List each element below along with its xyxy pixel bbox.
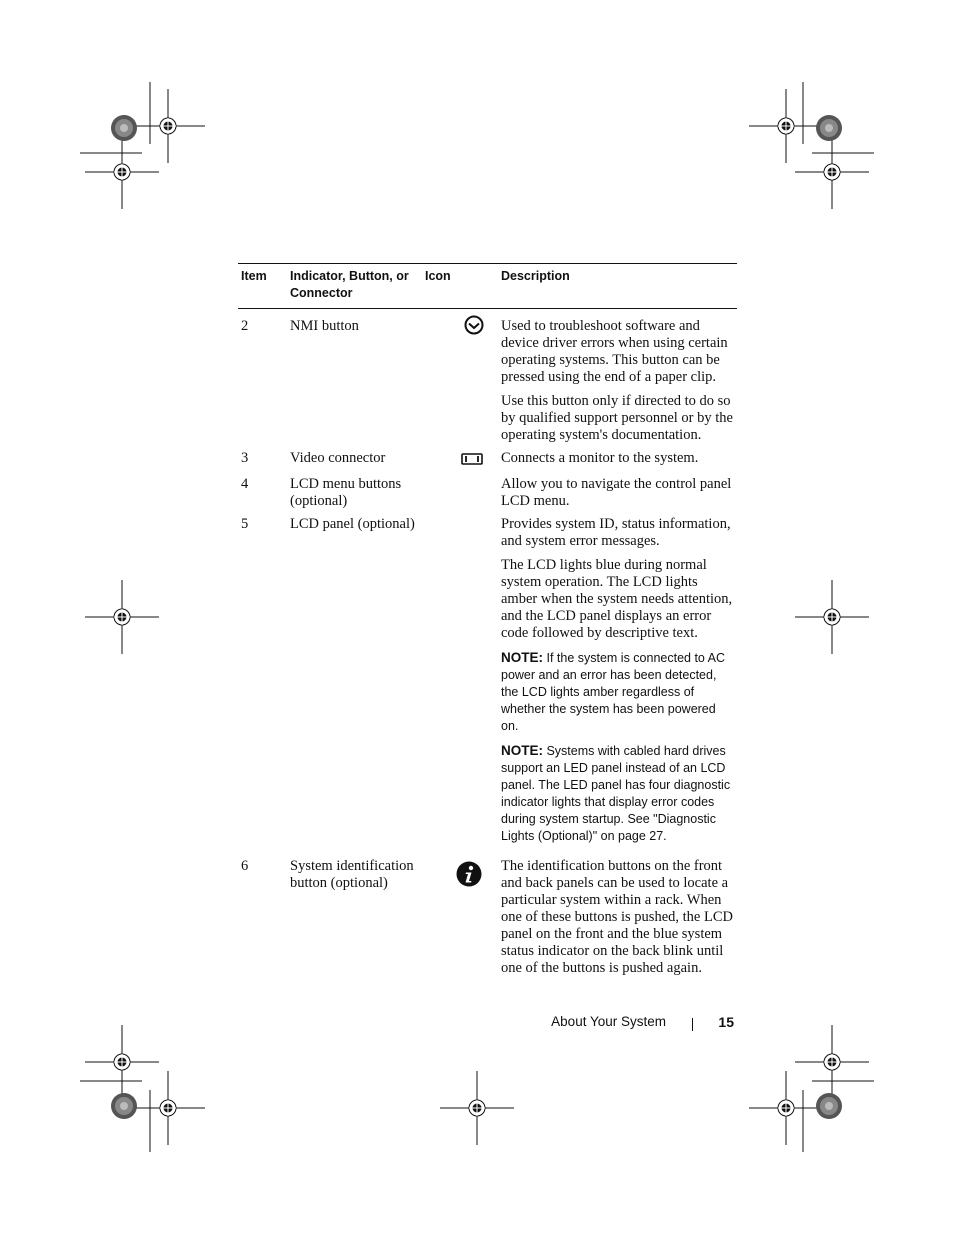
note-label: NOTE: [501, 650, 543, 665]
info-icon [456, 861, 482, 887]
item-description [495, 473, 737, 513]
item-number: 6 [241, 858, 249, 874]
header-item: Item [238, 264, 287, 309]
description-paragraph: Allow you to navigate the control panel LCD menu. [501, 476, 732, 509]
table-row [238, 513, 737, 855]
description-paragraph: Provides system ID, status information, and system error messages. [501, 516, 731, 549]
nmi-icon [464, 315, 484, 335]
item-number: 2 [241, 318, 249, 334]
table-row [238, 447, 737, 473]
table-row [238, 855, 737, 980]
icon-cell [422, 447, 495, 473]
item-description [495, 447, 737, 473]
icon-cell [422, 473, 495, 513]
item-name: Video connector [290, 450, 386, 466]
item-name: LCD panel (optional) [290, 516, 415, 532]
description-paragraph: The identification buttons on the front and back panels can be used to locate a particular system within a rack. When one of these buttons is pushed, the LCD panel on the front and the blue system status indicator on the back blink until one of the buttons is pushed again. [501, 858, 733, 976]
header-indicator: Indicator, Button, or Connector [287, 264, 422, 309]
note [501, 649, 734, 735]
item-description [495, 855, 737, 980]
header-description: Description [495, 264, 737, 309]
icon-cell [422, 309, 495, 448]
description-paragraph: Connects a monitor to the system. [501, 450, 699, 466]
footer-section-title: About Your System [551, 1014, 666, 1029]
icon-cell [422, 513, 495, 855]
note-label: NOTE: [501, 743, 543, 758]
table-row [238, 309, 737, 448]
page-number: 15 [718, 1014, 734, 1030]
item-name: System identification button (optional) [290, 858, 414, 891]
item-description [495, 309, 737, 448]
description-paragraph: The LCD lights blue during normal system operation. The LCD lights amber when the system needs attention, and the LCD panel displays an error code followed by descriptive text. [501, 557, 733, 641]
item-name: LCD menu buttons (optional) [290, 476, 402, 509]
item-description [495, 513, 737, 855]
icon-cell [422, 855, 495, 980]
item-number: 4 [241, 476, 249, 492]
table-header-row [238, 264, 737, 309]
note-text: If the system is connected to AC power and an error has been detected, the LCD lights amber regardless of whether the system has been powered on. [501, 651, 726, 733]
item-number: 3 [241, 450, 249, 466]
description-paragraph: Use this button only if directed to do so by qualified support personnel or by the operating system's documentation. [501, 393, 733, 443]
video-connector-icon [461, 453, 483, 465]
components-table [238, 263, 737, 980]
footer-divider [692, 1018, 693, 1031]
note [501, 742, 734, 845]
item-name: NMI button [290, 318, 359, 334]
header-icon: Icon [422, 264, 495, 309]
note-text: Systems with cabled hard drives support an LED panel instead of an LCD panel. The LED panel has four diagnostic indicator lights that display error codes during system startup. See "Diagnostic Lights (Optional)" on page 27. [501, 744, 731, 843]
item-number: 5 [241, 516, 249, 532]
description-paragraph: Used to troubleshoot software and device driver errors when using certain operating systems. This button can be pressed using the end of a paper clip. [501, 318, 728, 385]
table-row [238, 473, 737, 513]
